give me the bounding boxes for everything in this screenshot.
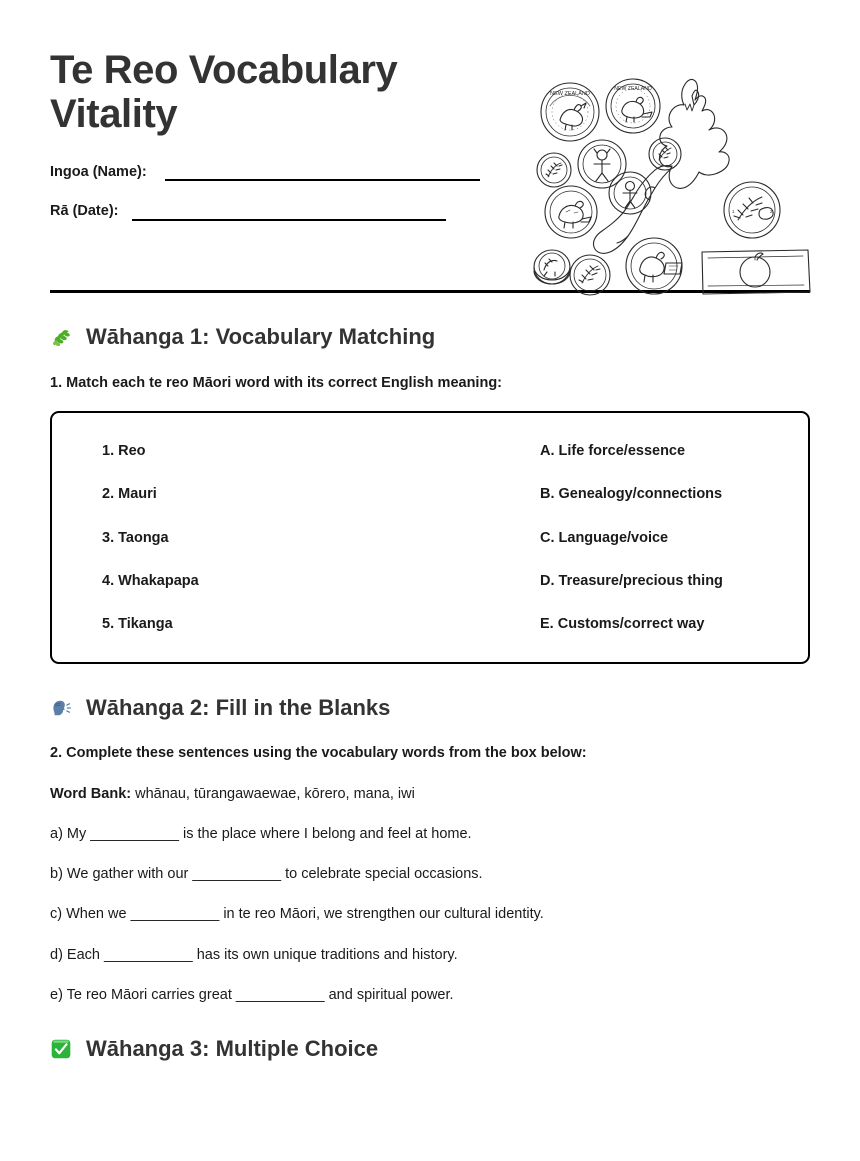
maori-term-item[interactable]: 2. Mauri xyxy=(102,486,157,503)
english-meaning-item[interactable]: C. Language/voice xyxy=(540,529,669,546)
date-field-label: Rā (Date): xyxy=(50,203,119,220)
vocabulary-matching-box xyxy=(50,411,810,664)
maori-terms-column xyxy=(80,443,540,634)
maori-term-item[interactable]: 4. Whakapapa xyxy=(102,572,199,589)
coin-kiwi-large xyxy=(541,83,599,141)
english-meaning-item[interactable]: E. Customs/correct way xyxy=(540,616,705,633)
coin-stack-bottom-left xyxy=(534,250,570,284)
name-field-label: Ingoa (Name): xyxy=(50,164,147,180)
check-mark-button-icon xyxy=(50,1038,76,1060)
coin-fern-right xyxy=(724,182,780,238)
coin-figure-lower xyxy=(609,172,651,214)
student-info-fields xyxy=(50,164,480,221)
maori-term-item[interactable]: 3. Taonga xyxy=(102,529,169,546)
fill-blank-sentence[interactable]: c) When we ___________ in te reo Māori, we strengthen our cultural identity. xyxy=(50,906,544,923)
date-field-row xyxy=(50,203,480,220)
fill-blank-sentence[interactable]: e) Te reo Māori carries great ___________ and spiritual power. xyxy=(50,987,454,1004)
new-zealand-map-outline xyxy=(593,79,729,253)
english-meaning-item[interactable]: B. Genealogy/connections xyxy=(540,486,723,503)
maori-term-item[interactable]: 1. Reo xyxy=(102,442,146,459)
fill-blank-sentence[interactable]: d) Each ___________ has its own unique traditions and history. xyxy=(50,946,458,963)
section-3-title: Wāhanga 3: Multiple Choice xyxy=(86,1036,379,1062)
svg-text:2: 2 xyxy=(770,209,773,214)
maori-term-item[interactable]: 5. Tikanga xyxy=(102,616,173,633)
word-bank xyxy=(50,784,810,804)
banknote-with-fruit xyxy=(702,250,810,294)
svg-text:NEW ZEALAND: NEW ZEALAND xyxy=(614,86,652,92)
english-meaning-item[interactable]: A. Life force/essence xyxy=(540,442,686,459)
section-1-heading xyxy=(50,323,810,351)
name-field-row xyxy=(50,164,480,181)
name-write-line[interactable] xyxy=(165,167,480,181)
section-2-title: Wāhanga 2: Fill in the Blanks xyxy=(86,694,391,720)
worksheet-header xyxy=(0,0,860,290)
herb-icon xyxy=(50,326,76,348)
coin-bird-lower-left xyxy=(545,186,597,238)
word-bank-words: whānau, tūrangawaewae, kōrero, mana, iwi xyxy=(135,785,415,802)
coin-figure-center xyxy=(578,140,626,188)
word-bank-label: Word Bank: xyxy=(50,785,132,802)
coin-bird-banner-bottom xyxy=(626,238,682,294)
coin-fern-bottom xyxy=(570,255,610,295)
coin-bird-large xyxy=(606,79,660,133)
svg-text:1: 1 xyxy=(732,209,735,214)
speaking-head-icon xyxy=(50,697,76,719)
date-write-line[interactable] xyxy=(132,207,446,221)
fill-blank-sentence[interactable]: a) My ___________ is the place where I belong and feel at home. xyxy=(50,825,472,842)
coin-fern-small-left xyxy=(537,153,571,187)
svg-text:NEW ZEALAND: NEW ZEALAND xyxy=(550,91,590,97)
section-1-prompt: 1. Match each te reo Māori word with its correct English meaning: xyxy=(50,374,503,391)
section-2-prompt: 2. Complete these sentences using the vocabulary words from the box below: xyxy=(50,745,587,762)
new-zealand-coins-and-map-illustration xyxy=(524,60,824,300)
section-1-title: Wāhanga 1: Vocabulary Matching xyxy=(86,324,436,349)
worksheet-content xyxy=(0,323,860,1063)
fill-blank-sentence[interactable]: b) We gather with our ___________ to celebrate special occasions. xyxy=(50,866,483,883)
english-meaning-item[interactable]: D. Treasure/precious thing xyxy=(540,572,723,589)
section-2-heading xyxy=(50,694,810,722)
english-meanings-column xyxy=(540,443,780,634)
section-3-heading xyxy=(50,1035,810,1063)
page-title: Te Reo Vocabulary Vitality xyxy=(50,48,398,136)
